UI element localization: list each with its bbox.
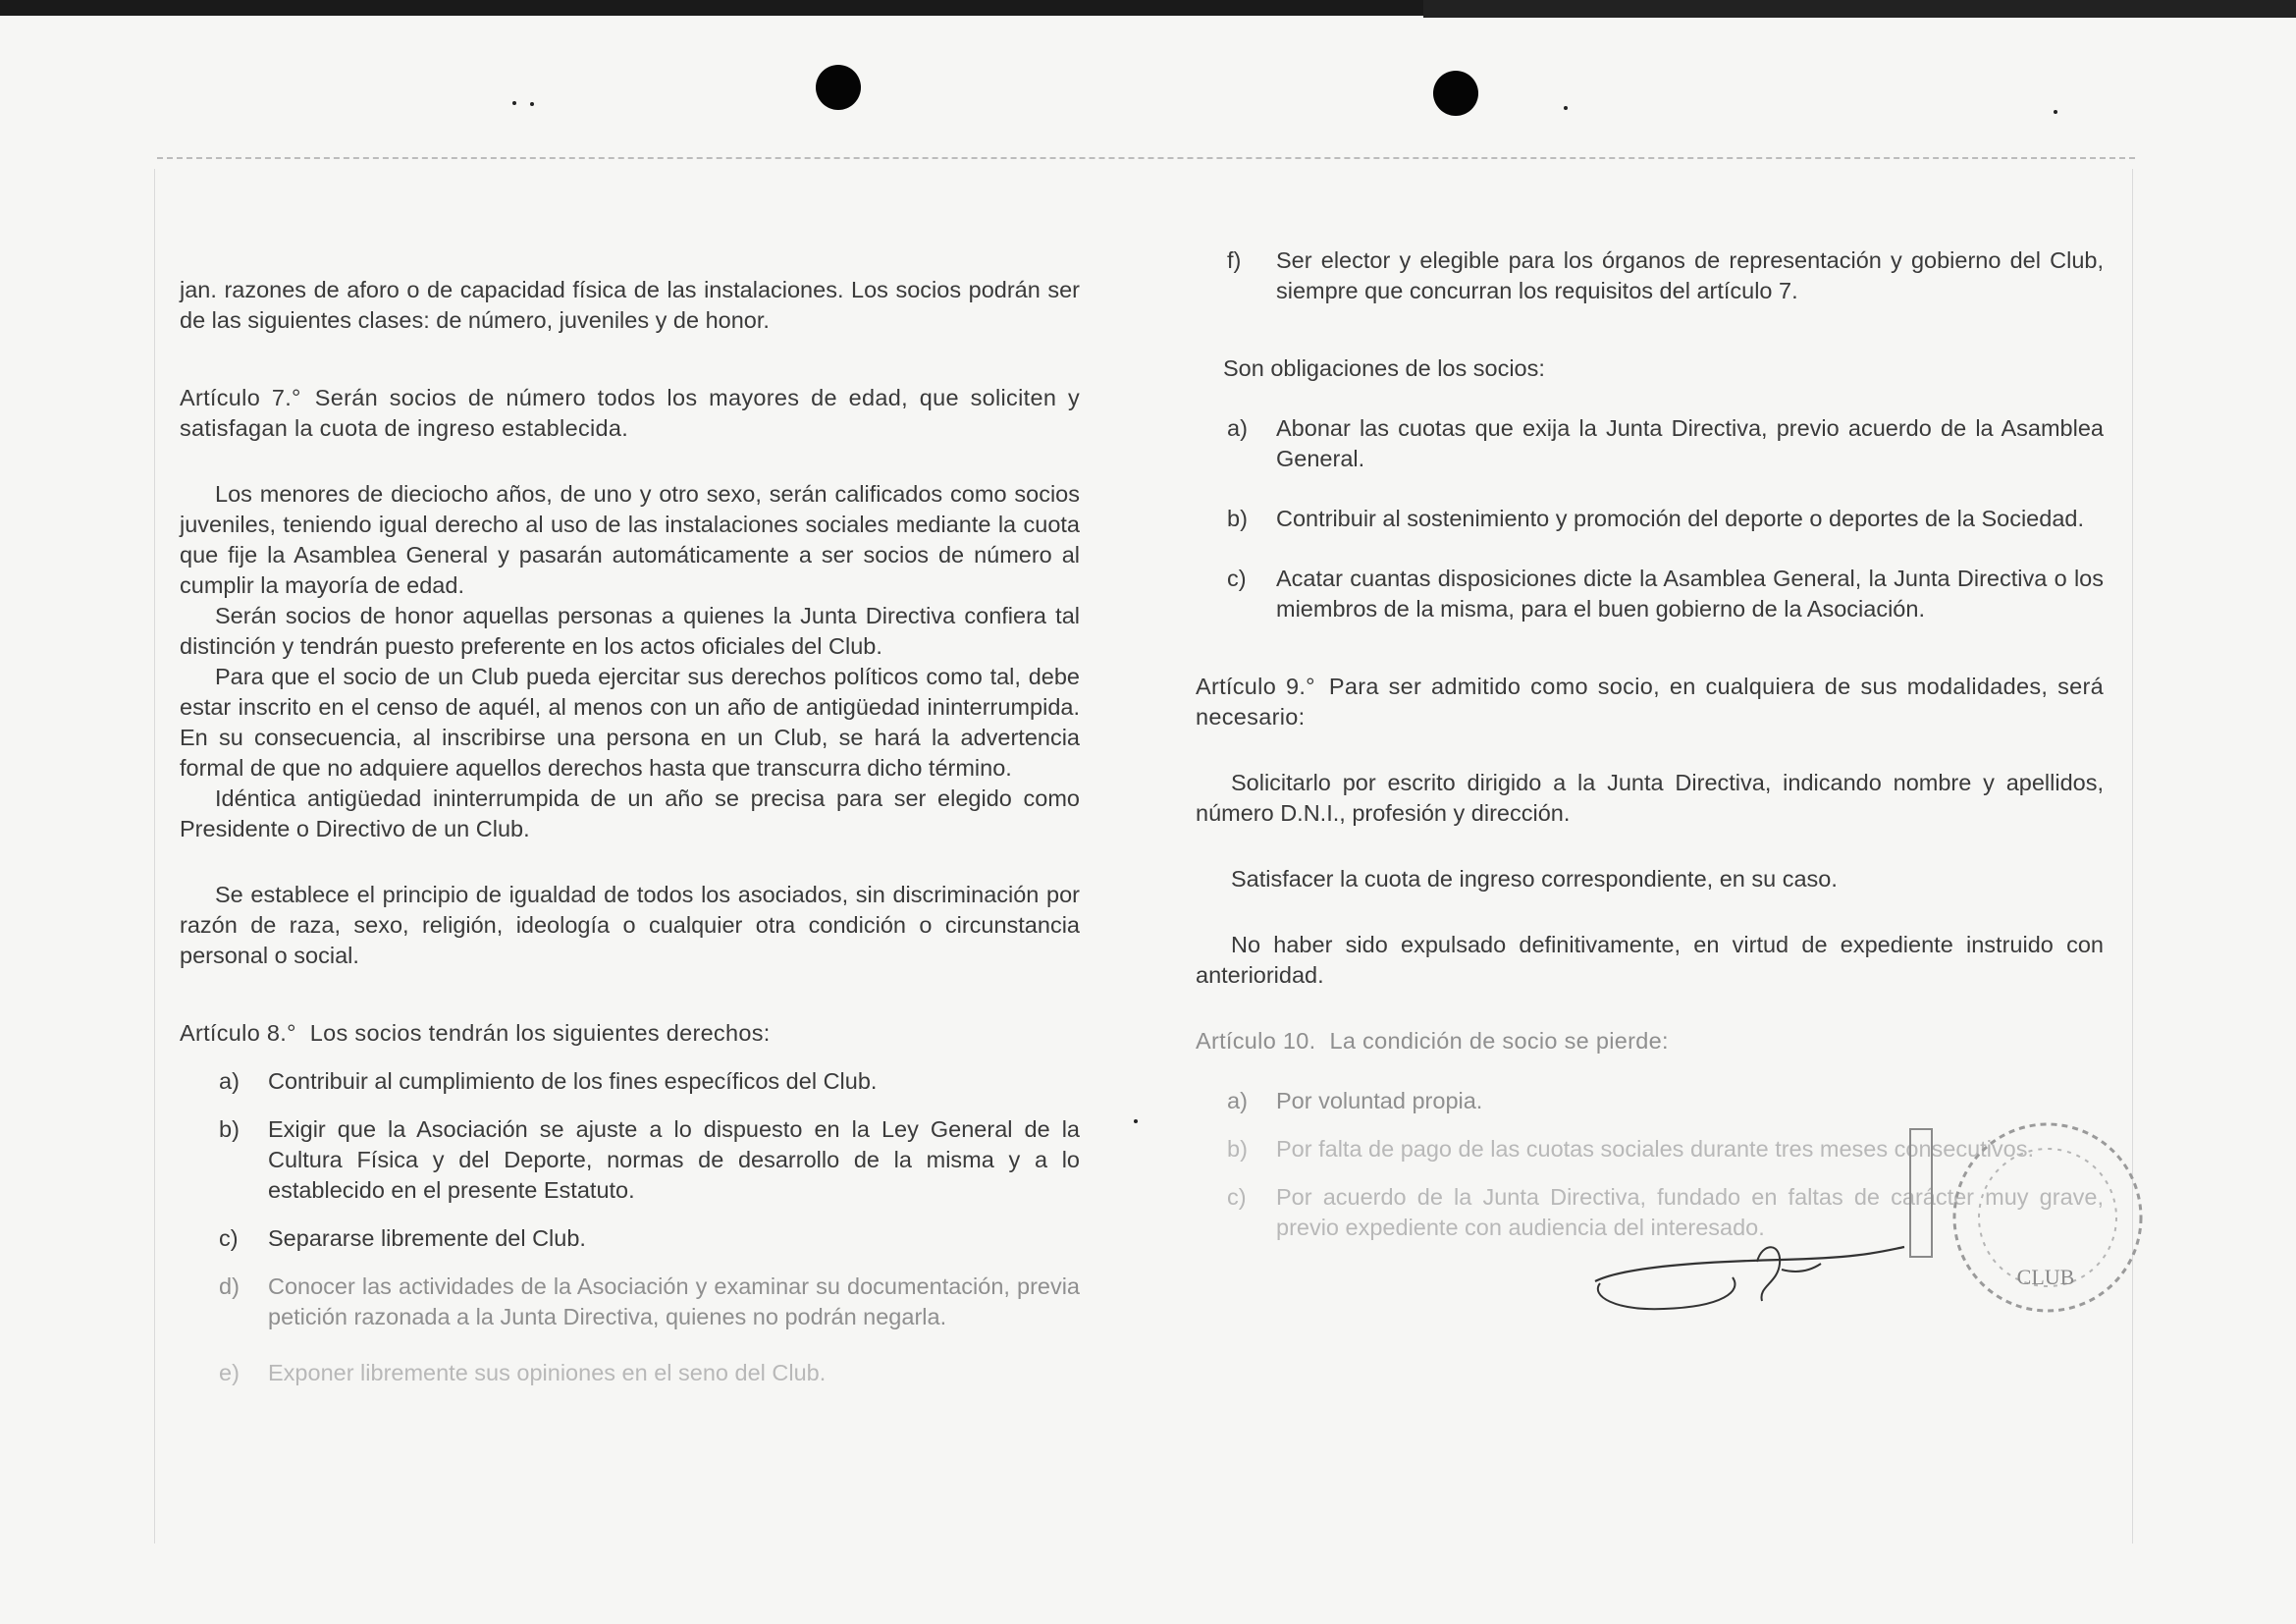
list-item-text: Contribuir al sostenimiento y promoción del deporte o deportes de la Sociedad. [1276, 506, 2084, 531]
scan-speck [1564, 106, 1568, 110]
list-item-text: Conocer las actividades de la Asociación y examinar su documentación, previa petición razonada a la Junta Directiva, quienes no podrán negarla. [268, 1273, 1080, 1329]
scan-speck [530, 102, 534, 106]
club-stamp [1900, 1110, 2146, 1326]
list-item-marker: b) [1227, 506, 1248, 531]
article-10 [1196, 1026, 2104, 1056]
paragraph-menores: Los menores de dieciocho años, de uno y otro sexo, serán calificados como socios juveniles, teniendo igual derecho al uso de las instalaciones sociales mediante la cuota que fije la Asamblea General y pasarán automáticamente a ser socios de número al cumplir la mayoría de edad. [180, 481, 1080, 598]
article-8-label: Artículo 8.° [180, 1020, 296, 1046]
right-column [1196, 177, 2104, 1243]
article-10-label: Artículo 10. [1196, 1028, 1316, 1054]
list-item [180, 1272, 1080, 1332]
intro-paragraph: jan. razones de aforo o de capacidad física de las instalaciones. Los socios podrán ser de las siguientes clases: de número, juveniles y de honor. [180, 277, 1080, 333]
list-item-marker: c) [1227, 566, 1247, 591]
list-item [1196, 413, 2104, 474]
list-item [1196, 564, 2104, 624]
requisito-expulsion: No haber sido expulsado definitivamente, en virtud de expediente instruido con anterioridad. [1196, 932, 2104, 988]
scan-speck [1134, 1119, 1138, 1123]
list-item [180, 1223, 1080, 1254]
list-item [180, 1066, 1080, 1097]
list-item-marker: d) [219, 1273, 240, 1299]
paragraph-honor: Serán socios de honor aquellas personas a quienes la Junta Directiva confiera tal distinción y tendrán puesto preferente en los actos oficiales del Club. [180, 603, 1080, 659]
left-column [180, 177, 1080, 1388]
list-item-marker: c) [219, 1225, 239, 1251]
list-item-text: Ser elector y elegible para los órganos de representación y gobierno del Club, siempre que concurran los requisitos del artículo 7. [1276, 247, 2104, 303]
article-7-text: Serán socios de número todos los mayores de edad, que soliciten y satisfagan la cuota de ingreso establecida. [180, 385, 1081, 441]
page-edge-line [157, 157, 2135, 159]
article-7-label: Artículo 7.° [180, 385, 301, 410]
page-edge-right [2132, 169, 2133, 1543]
punch-hole-right [1433, 71, 1478, 116]
list-item-text: Exponer libremente sus opiniones en el seno del Club. [268, 1360, 827, 1385]
punch-hole-left [816, 65, 861, 110]
list-item-text: Por falta de pago de las cuotas sociales durante tres meses consecutivos. [1276, 1136, 2035, 1162]
list-item-text: Contribuir al cumplimiento de los fines específicos del Club. [268, 1068, 878, 1094]
list-item-marker: a) [219, 1068, 240, 1094]
paragraph-derechos-politicos: Para que el socio de un Club pueda ejercitar sus derechos políticos como tal, debe estar inscrito en el censo de aquél, al menos con un año de antigüedad ininterrumpida. En su consecuencia, al inscribirse una persona en un Club, se hará la advertencia formal de que no adquiere aquellos derechos hasta que transcurra dicho término. [180, 664, 1080, 781]
list-item-marker: f) [1227, 247, 1242, 273]
article-8 [180, 1018, 1080, 1049]
page-edge-left [154, 169, 155, 1543]
list-item [1196, 245, 2104, 306]
list-item-text: Abonar las cuotas que exija la Junta Directiva, previo acuerdo de la Asamblea General. [1276, 415, 2104, 471]
list-item-text: Acatar cuantas disposiciones dicte la Asamblea General, la Junta Directiva o los miembros de la misma, para el buen gobierno de la Asociación. [1276, 566, 2104, 622]
article-8-text: Los socios tendrán los siguientes derechos: [309, 1020, 771, 1046]
article-9-label: Artículo 9.° [1196, 674, 1315, 699]
list-item [180, 1114, 1080, 1206]
list-item [180, 1358, 1080, 1388]
requisito-cuota: Satisfacer la cuota de ingreso correspondiente, en su caso. [1231, 866, 1838, 892]
article-10-text: La condición de socio se pierde: [1329, 1028, 1669, 1054]
article-7 [180, 383, 1080, 444]
list-item-marker: e) [219, 1360, 240, 1385]
svg-text:CLUB: CLUB [2016, 1265, 2075, 1289]
article-9-text: Para ser admitido como socio, en cualquiera de sus modalidades, será necesario: [1196, 674, 2105, 730]
list-item-marker: b) [219, 1116, 240, 1142]
obligaciones-intro: Son obligaciones de los socios: [1223, 355, 1545, 381]
scan-speck [512, 101, 516, 105]
list-item-marker: a) [1227, 1088, 1248, 1113]
list-item-text: Separarse libremente del Club. [268, 1225, 586, 1251]
list-item-text: Por voluntad propia. [1276, 1088, 1483, 1113]
list-item-text: Por acuerdo de la Junta Directiva, fundado en faltas de carácter muy grave, previo expediente con audiencia del interesado. [1276, 1184, 2104, 1240]
article-9 [1196, 672, 2104, 732]
list-item-marker: c) [1227, 1184, 1247, 1210]
paragraph-antiguedad: Idéntica antigüedad ininterrumpida de un año se precisa para ser elegido como Presidente o Directivo de un Club. [180, 785, 1080, 841]
list-item-text: Exigir que la Asociación se ajuste a lo dispuesto en la Ley General de la Cultura Física y del Deporte, normas de desarrollo de la misma y a lo establecido en el presente Estatuto. [268, 1116, 1080, 1203]
handwritten-signature [1585, 1213, 1909, 1321]
list-item-marker: a) [1227, 415, 1248, 441]
paragraph-igualdad: Se establece el principio de igualdad de todos los asociados, sin discriminación por razón de raza, sexo, religión, ideología o cualquier otra condición o circunstancia personal o social. [180, 882, 1080, 968]
scan-top-edge-right [1423, 0, 2296, 18]
requisito-solicitud: Solicitarlo por escrito dirigido a la Junta Directiva, indicando nombre y apellidos, número D.N.I., profesión y dirección. [1196, 770, 2104, 826]
scan-speck [2054, 110, 2057, 114]
list-item-marker: b) [1227, 1136, 1248, 1162]
list-item [1196, 504, 2104, 534]
